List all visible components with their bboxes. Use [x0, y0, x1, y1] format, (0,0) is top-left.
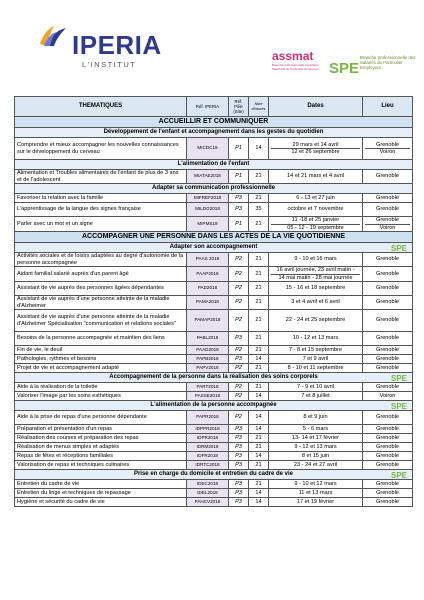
row-dates: [269, 138, 363, 160]
row-dates: [269, 310, 363, 332]
lieu-line: Grenoble: [375, 346, 399, 353]
row-dates: [269, 170, 363, 184]
spe-logo-icon: [328, 56, 360, 78]
row-ref: IDPPR2018: [187, 425, 229, 434]
spe-text: Branche professionnelle des Salariés du Particulier Employeur: [360, 55, 416, 70]
assmat-text: Branche professionnelle Assistants Maternels du Particulier Employeur: [272, 63, 319, 71]
subsection-title: L'alimentation de la personne accompagnée SPE: [15, 401, 413, 411]
subsection-title: Adapter sa communication professionnelle: [15, 184, 413, 194]
row-lieu: [363, 364, 413, 373]
table-row: [15, 443, 413, 452]
row-pole: P2: [229, 253, 249, 267]
row-dates: [269, 217, 363, 232]
date-line: 8 et 9 juin: [303, 414, 328, 421]
row-label: Réalisation des courses et préparation des repas: [15, 434, 187, 443]
row-label: Comprendre et mieux accompagner les nouvelles connaissances sur le développement du cerveau: [15, 138, 187, 160]
page-header: [0, 0, 424, 92]
row-pole: P3: [229, 203, 249, 217]
row-label: Valorisation de repas et techniques culinaires: [15, 461, 187, 470]
iperia-logo-icon: [38, 24, 68, 48]
row-label: Entretien du linge et techniques de repassage: [15, 489, 187, 498]
table-row: [15, 425, 413, 434]
row-hours: 21: [249, 461, 269, 470]
lieu-line: Grenoble: [375, 317, 399, 324]
row-ref: IDEL2018: [187, 489, 229, 498]
date-line: 22 - 24 et 25 septembre: [285, 317, 346, 324]
row-hours: 21: [249, 364, 269, 373]
row-pole: P2: [229, 383, 249, 392]
row-hours: 14: [249, 425, 269, 434]
date-line: 14 et 21 mars et 4 avril: [287, 173, 344, 180]
row-pole: P2: [229, 282, 249, 296]
table-row: [15, 253, 413, 267]
table-header-row: [15, 97, 413, 117]
row-hours: 21: [249, 434, 269, 443]
col-pole: Réf. Pôle (Site): [229, 97, 249, 117]
row-label: Assistant de vie auprès d'une personne atteinte de la maladie d'Alzheimer Spécialisation "communication et relations sociales": [15, 310, 187, 332]
row-ref: PABL2018: [187, 332, 229, 346]
row-dates: [269, 489, 363, 498]
subsection-row: [15, 373, 413, 383]
row-ref: PAMAP2018: [187, 310, 229, 332]
row-lieu: [363, 282, 413, 296]
row-hours: 21: [249, 332, 269, 346]
row-ref: PAD2018: [187, 282, 229, 296]
date-line: 29 mars et 14 avril: [292, 141, 339, 148]
row-label: Valoriser l'image par les soins esthétiques: [15, 392, 187, 401]
row-hours: 21: [249, 310, 269, 332]
col-hours: Nbre d'heures: [249, 97, 269, 117]
table-row: [15, 392, 413, 401]
subsection-row: [15, 243, 413, 253]
col-ref: Réf. IPERIA: [187, 97, 229, 117]
lieu-line: Grenoble: [375, 434, 399, 441]
row-hours: 14: [249, 392, 269, 401]
row-pole: P3: [229, 332, 249, 346]
row-hours: 21: [249, 383, 269, 392]
row-ref: PAPV2018: [187, 364, 229, 373]
row-label: Assistant de vie auprès des personnes âgées dépendantes: [15, 282, 187, 296]
table-row: [15, 203, 413, 217]
row-label: Assistant de vie auprès d'une personne atteinte de la maladie d'Alzheimer: [15, 296, 187, 310]
row-dates: [269, 452, 363, 461]
date-line: 11 et 13 mars: [298, 489, 333, 496]
row-lieu: [363, 355, 413, 364]
date-line: 9 - 12 et 13 mars: [294, 443, 337, 450]
spe-badge-icon: [390, 401, 410, 410]
date-line: 12 et 26 septembre: [271, 148, 360, 155]
lieu-line: Grenoble: [375, 498, 399, 505]
table-row: [15, 332, 413, 346]
col-lieu: Lieu: [363, 97, 413, 117]
row-ref: MIFREF2018: [187, 194, 229, 203]
date-line: 3 et 4 avril et 6 avril: [291, 299, 340, 306]
subsection-row: [15, 128, 413, 138]
date-line: 6 - 13 et 27 juin: [296, 194, 335, 201]
row-hours: 21: [249, 346, 269, 355]
subsection-row: [15, 184, 413, 194]
lieu-line: Voiron: [379, 392, 396, 399]
row-lieu: [363, 480, 413, 489]
row-pole: P3: [229, 489, 249, 498]
row-hours: 14: [249, 411, 269, 425]
row-ref: MILDG2018: [187, 203, 229, 217]
row-hours: 21: [249, 217, 269, 232]
table-row: [15, 310, 413, 332]
lieu-line: Grenoble: [375, 461, 399, 468]
row-lieu: [363, 434, 413, 443]
row-label: Aide à la prise de repas d'une personne dépendante: [15, 411, 187, 425]
lieu-line: Grenoble: [375, 425, 399, 432]
row-dates: [269, 253, 363, 267]
subsection-title: Accompagnement de la personne dans la réalisation des soins corporels SPE: [15, 373, 413, 383]
row-pole: P3: [229, 480, 249, 489]
row-hours: 35: [249, 203, 269, 217]
row-lieu: [363, 310, 413, 332]
lieu-line: Grenoble: [375, 480, 399, 487]
row-lieu: [363, 489, 413, 498]
row-lieu: [363, 411, 413, 425]
spe-badge-icon: [390, 373, 410, 382]
row-ref: PAAS 2018: [187, 253, 229, 267]
date-line: 5 - 6 mars: [302, 425, 329, 432]
row-lieu: [363, 217, 413, 232]
row-ref: MICDC19: [187, 138, 229, 160]
row-label: Repas de fêtes et réceptions familiales: [15, 452, 187, 461]
row-ref: IDRM2018: [187, 443, 229, 452]
row-label: Réalisation de menus simples et adaptés: [15, 443, 187, 452]
row-lieu: [363, 452, 413, 461]
row-hours: 21: [249, 194, 269, 203]
date-line: 10 - 12 et 13 mars: [292, 335, 339, 342]
assmat-logo: assmat: [272, 49, 314, 63]
row-ref: IDRTC2018: [187, 461, 229, 470]
lieu-line: Grenoble: [375, 285, 399, 292]
col-thematiques: THEMATIQUES: [15, 97, 187, 117]
row-pole: P3: [229, 498, 249, 507]
row-lieu: [363, 332, 413, 346]
date-line: 23 - 24 et 27 avril: [293, 461, 338, 468]
date-line: 13- 14 et 17 février: [292, 434, 339, 441]
row-dates: [269, 480, 363, 489]
row-lieu: [363, 170, 413, 184]
row-hours: 21: [249, 443, 269, 452]
table-row: [15, 355, 413, 364]
lieu-line: Grenoble: [375, 383, 399, 390]
row-ref: PAMA2018: [187, 296, 229, 310]
row-lieu: [363, 296, 413, 310]
table-row: [15, 138, 413, 160]
date-line: 17 et 19 février: [296, 498, 335, 505]
row-hours: 14: [249, 489, 269, 498]
row-label: Favoriser la relation avec la famille: [15, 194, 187, 203]
subsection-row: [15, 401, 413, 411]
date-line: 14 mai matin - 28 mai journée: [271, 274, 360, 281]
row-dates: [269, 443, 363, 452]
row-dates: [269, 364, 363, 373]
table-row: [15, 364, 413, 373]
row-lieu: [363, 383, 413, 392]
row-hours: 14: [249, 498, 269, 507]
subsection-title: Adapter son accompagnement SPE: [15, 243, 413, 253]
table-row: [15, 170, 413, 184]
row-lieu: [363, 425, 413, 434]
row-label: Pathologies, rythmes et besoins: [15, 355, 187, 364]
row-ref: PAAP2018: [187, 267, 229, 282]
row-label: L'apprentissage de la langue des signes française: [15, 203, 187, 217]
row-dates: [269, 282, 363, 296]
training-table: [14, 96, 413, 507]
row-ref: PAPB2018: [187, 355, 229, 364]
subsection-row: [15, 160, 413, 170]
row-hours: 21: [249, 170, 269, 184]
row-hours: 21: [249, 253, 269, 267]
spe-badge-icon: [390, 243, 410, 252]
row-lieu: [363, 443, 413, 452]
row-dates: [269, 296, 363, 310]
row-ref: MIPMS19: [187, 217, 229, 232]
date-line: 16 avril journée, 23 avril matin -: [276, 267, 355, 274]
table-row: [15, 383, 413, 392]
date-line: 9 - 10 et 12 mars: [294, 480, 337, 487]
row-pole: P2: [229, 364, 249, 373]
row-label: Besoins de la personne accompagnée et maintien des liens: [15, 332, 187, 346]
row-pole: P1: [229, 217, 249, 232]
subsection-title: Développement de l'enfant et accompagnement dans les gestes du quotidien: [15, 128, 413, 138]
section-row: [15, 232, 413, 243]
row-label: Alimentation et Troubles alimentaires de l'enfant de plus de 3 ans et de l'adolescent: [15, 170, 187, 184]
iperia-brand: IPERIA: [72, 30, 162, 60]
date-line: 9 - 10 et 16 mars: [294, 256, 337, 263]
lieu-line: Grenoble: [375, 217, 399, 224]
table-row: [15, 217, 413, 232]
lieu-line: Grenoble: [375, 299, 399, 306]
row-pole: P3: [229, 443, 249, 452]
row-dates: [269, 434, 363, 443]
row-ref: PASSE2018: [187, 392, 229, 401]
row-pole: P3: [229, 452, 249, 461]
svg-text:SPE: SPE: [329, 60, 360, 77]
lieu-line: Grenoble: [375, 489, 399, 496]
date-line: 15 - 16 et 18 septembre: [285, 285, 346, 292]
row-dates: [269, 461, 363, 470]
lieu-line: Grenoble: [375, 364, 399, 371]
row-hours: 14: [249, 138, 269, 160]
row-pole: P2: [229, 392, 249, 401]
row-label: Préparation et présentation d'un repas: [15, 425, 187, 434]
table-row: [15, 480, 413, 489]
row-dates: [269, 194, 363, 203]
date-line: 7 et 8 juillet: [301, 392, 330, 399]
date-line: 7 - 9 et 10 avril: [297, 383, 334, 390]
row-label: Fin de vie, le deuil: [15, 346, 187, 355]
lieu-line: Grenoble: [375, 414, 399, 421]
row-dates: [269, 383, 363, 392]
row-ref: PART2018: [187, 383, 229, 392]
row-dates: [269, 346, 363, 355]
row-dates: [269, 425, 363, 434]
row-dates: [269, 411, 363, 425]
table-row: [15, 411, 413, 425]
row-pole: P3: [229, 194, 249, 203]
row-hours: 21: [249, 480, 269, 489]
row-hours: 14: [249, 452, 269, 461]
svg-text:SPE: SPE: [391, 471, 408, 480]
lieu-line: Grenoble: [375, 355, 399, 362]
row-ref: IDPR2018: [187, 434, 229, 443]
section-row: [15, 117, 413, 128]
svg-text:SPE: SPE: [391, 402, 408, 411]
lieu-line: Voiron: [365, 224, 410, 231]
section-title: ACCOMPAGNER UNE PERSONNE DANS LES ACTES DE LA VIE QUOTIDIENNE: [15, 232, 413, 243]
lieu-line: Grenoble: [375, 335, 399, 342]
row-pole: P1: [229, 170, 249, 184]
row-label: Entretien du cadre de vie: [15, 480, 187, 489]
row-pole: P3: [229, 461, 249, 470]
table-row: [15, 434, 413, 443]
date-line: 11 -18 et 25 janvier: [291, 217, 340, 224]
date-line: 7 et 9 avril: [302, 355, 329, 362]
row-pole: P3: [229, 355, 249, 364]
lieu-line: Grenoble: [375, 206, 399, 213]
date-line: 8 - 10 et 11 septembre: [287, 364, 344, 371]
lieu-line: Voiron: [365, 148, 410, 155]
row-dates: [269, 267, 363, 282]
row-lieu: [363, 267, 413, 282]
row-label: Hygiène et sécurité du cadre de vie: [15, 498, 187, 507]
row-ref: PAHCV2018: [187, 498, 229, 507]
row-ref: IDEC2018: [187, 480, 229, 489]
row-hours: 21: [249, 296, 269, 310]
row-pole: P2: [229, 267, 249, 282]
date-line: octobre et 7 novembre: [287, 206, 344, 213]
svg-text:SPE: SPE: [391, 244, 408, 253]
row-pole: P3: [229, 434, 249, 443]
lieu-line: Grenoble: [375, 256, 399, 263]
row-hours: 21: [249, 267, 269, 282]
date-line: 8 et 15 juin: [301, 452, 330, 459]
row-lieu: [363, 138, 413, 160]
date-line: 7 - 8 et 15 septembre: [288, 346, 343, 353]
row-label: Aide à la réalisation de la toilette: [15, 383, 187, 392]
table-row: [15, 452, 413, 461]
row-lieu: [363, 498, 413, 507]
row-hours: 14: [249, 355, 269, 364]
row-hours: 21: [249, 282, 269, 296]
table-row: [15, 346, 413, 355]
iperia-brand-sub: L'INSTITUT: [82, 60, 137, 69]
row-pole: P3: [229, 425, 249, 434]
row-lieu: [363, 253, 413, 267]
table-row: [15, 282, 413, 296]
table-row: [15, 489, 413, 498]
table-row: [15, 267, 413, 282]
row-label: Aidant familial salarié auprès d'un parent âgé: [15, 267, 187, 282]
table-row: [15, 461, 413, 470]
subsection-row: [15, 470, 413, 480]
row-ref: PAAD2018: [187, 346, 229, 355]
svg-text:SPE: SPE: [391, 374, 408, 383]
row-ref: MIATAE2018: [187, 170, 229, 184]
row-dates: [269, 203, 363, 217]
row-pole: P2: [229, 346, 249, 355]
spe-badge-icon: [390, 470, 410, 479]
row-ref: IDFR2018: [187, 452, 229, 461]
row-label: Projet de vie et accompagnement adapté: [15, 364, 187, 373]
subsection-title: L'alimentation de l'enfant: [15, 160, 413, 170]
date-line: 05 - 12 - 19 septembre: [271, 224, 360, 231]
section-title: ACCUEILLIR ET COMMUNIQUER: [15, 117, 413, 128]
row-label: Parler avec un mot et un signe: [15, 217, 187, 232]
row-pole: P2: [229, 411, 249, 425]
row-pole: P2: [229, 296, 249, 310]
lieu-line: Grenoble: [375, 194, 399, 201]
row-dates: [269, 355, 363, 364]
row-pole: P1: [229, 138, 249, 160]
subsection-title: Prise en charge du domicile et entretien du cadre de vie SPE: [15, 470, 413, 480]
row-lieu: [363, 194, 413, 203]
col-dates: Dates: [269, 97, 363, 117]
lieu-line: Grenoble: [375, 141, 399, 148]
row-dates: [269, 498, 363, 507]
row-label: Activités sociales et de loisirs adaptées au degré d'autonomie de la personne accompagnée: [15, 253, 187, 267]
row-lieu: [363, 203, 413, 217]
table-row: [15, 194, 413, 203]
lieu-line: Grenoble: [375, 173, 399, 180]
row-lieu: [363, 346, 413, 355]
row-pole: P2: [229, 310, 249, 332]
row-dates: [269, 332, 363, 346]
lieu-line: Grenoble: [375, 443, 399, 450]
lieu-line: Grenoble: [375, 270, 399, 277]
table-row: [15, 296, 413, 310]
row-ref: PAPR2018: [187, 411, 229, 425]
row-lieu: [363, 392, 413, 401]
lieu-line: Grenoble: [375, 452, 399, 459]
table-row: [15, 498, 413, 507]
row-lieu: [363, 461, 413, 470]
row-dates: [269, 392, 363, 401]
